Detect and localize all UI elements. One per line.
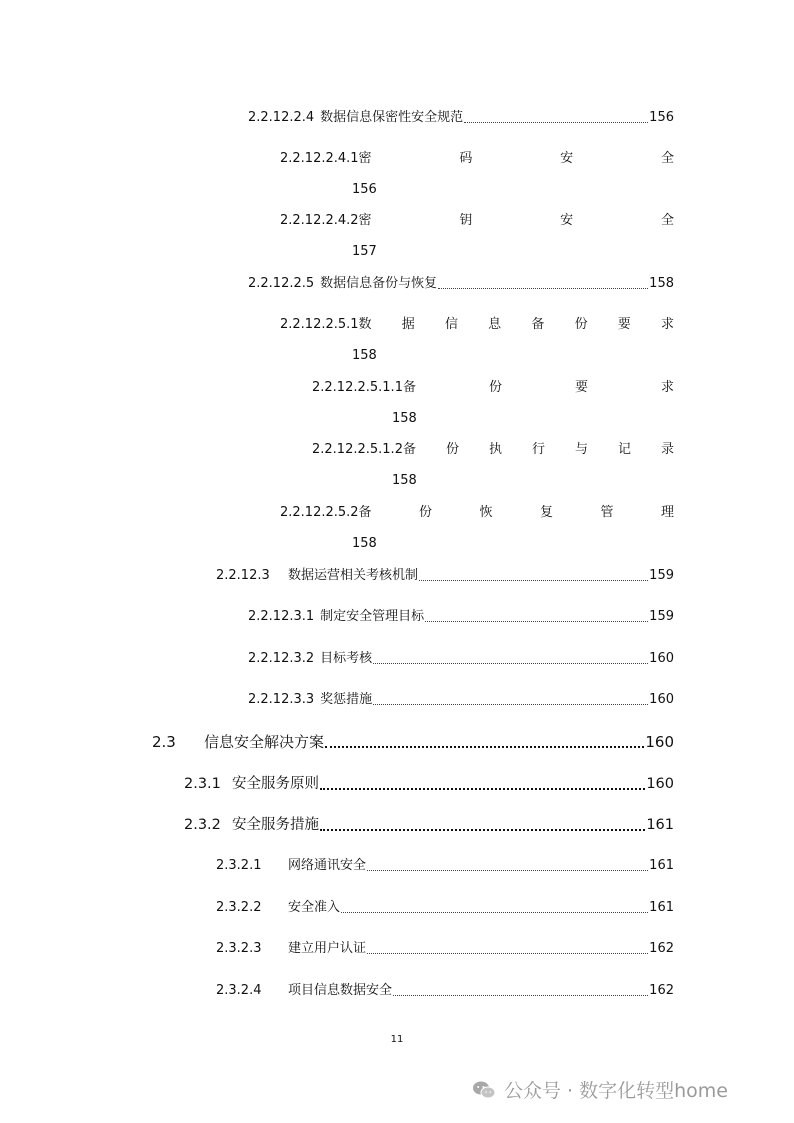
toc-entry[interactable] xyxy=(248,109,674,127)
toc-entry-page: 159 xyxy=(649,568,674,583)
toc-entry[interactable] xyxy=(216,940,674,958)
toc-entry-level3[interactable] xyxy=(184,774,674,794)
toc-entry-number: 2.2.12.3.2 xyxy=(248,651,315,666)
toc-entry-title: 数据信息保密性安全规范 xyxy=(320,110,464,125)
toc-entry-char: 钥 xyxy=(459,213,473,228)
toc-entry-title: 制定安全管理目标 xyxy=(320,609,425,624)
toc-entry-char: 管 xyxy=(600,505,614,520)
toc-entry-char: 复 xyxy=(540,505,554,520)
page-number: 11 xyxy=(390,1034,404,1045)
toc-entry-char: 份 xyxy=(419,505,433,520)
dot-leader xyxy=(373,704,648,705)
toc-entry-page: 158 xyxy=(352,348,377,363)
toc-entry-page: 161 xyxy=(649,858,674,873)
toc-entry-justified[interactable] xyxy=(280,316,674,334)
dot-leader xyxy=(367,870,648,871)
toc-entry-title: 安全服务原则 xyxy=(232,776,319,792)
toc-entry-char: 备 xyxy=(531,317,545,332)
toc-entry-page: 160 xyxy=(649,651,674,666)
toc-entry-justified[interactable] xyxy=(280,150,674,168)
toc-entry-justified[interactable] xyxy=(312,379,674,397)
dot-leader xyxy=(320,829,645,831)
toc-entry-page: 158 xyxy=(392,473,417,488)
toc-entry-title: 建立用户认证 xyxy=(288,941,367,956)
toc-entry[interactable] xyxy=(216,567,674,585)
toc-entry-title: 信息安全解决方案 xyxy=(204,733,325,751)
toc-entry-number: 2.2.12.3.1 xyxy=(248,609,315,624)
toc-entry-heading: 2.2.12.2.5.1.2备 xyxy=(312,442,416,457)
toc-entry-number: 2.3.2.4 xyxy=(216,983,262,998)
toc-entry-char: 与 xyxy=(574,442,588,457)
toc-entry-page: 161 xyxy=(646,817,674,833)
toc-entry-number: 2.2.12.3.3 xyxy=(248,692,315,707)
toc-entry-number: 2.3.1 xyxy=(184,776,221,792)
toc-entry-title: 数据运营相关考核机制 xyxy=(288,568,419,583)
toc-entry-page: 161 xyxy=(649,900,674,915)
toc-entry-number: 2.2.12.2.5 xyxy=(248,276,315,291)
toc-entry-level3[interactable] xyxy=(184,815,674,835)
dot-leader xyxy=(425,621,648,622)
toc-entry-char: 记 xyxy=(617,442,631,457)
watermark xyxy=(472,1076,728,1103)
toc-entry-page: 158 xyxy=(649,276,674,291)
toc-entry-heading: 2.2.12.2.5.1.1备 xyxy=(312,380,416,395)
toc-entry-char: 求 xyxy=(660,380,674,395)
toc-entry-level2[interactable] xyxy=(152,732,674,752)
toc-entry-title: 目标考核 xyxy=(320,651,373,666)
toc-entry-char: 信 xyxy=(444,317,458,332)
toc-entry-page: 159 xyxy=(649,609,674,624)
toc-entry-title: 安全准入 xyxy=(288,900,341,915)
toc-entry-title: 数据信息备份与恢复 xyxy=(320,276,438,291)
toc-entry-char: 据 xyxy=(401,317,415,332)
toc-entry-title: 项目信息数据安全 xyxy=(288,983,393,998)
toc-entry-number: 2.3.2.2 xyxy=(216,900,262,915)
toc-entry-char: 录 xyxy=(660,442,674,457)
toc-entry-char: 求 xyxy=(660,317,674,332)
wechat-icon xyxy=(472,1080,496,1100)
toc-entry-heading: 2.2.12.2.5.1数 xyxy=(280,317,372,332)
toc-entry-title: 安全服务措施 xyxy=(232,817,319,833)
toc-entry[interactable] xyxy=(216,899,674,917)
dot-leader xyxy=(367,953,648,954)
toc-entry-char: 恢 xyxy=(479,505,493,520)
toc-entry-char: 行 xyxy=(531,442,545,457)
watermark-text: 公众号 · 数字化转型home xyxy=(504,1080,728,1102)
dot-leader xyxy=(464,122,648,123)
toc-entry-number: 2.3.2.3 xyxy=(216,941,262,956)
toc-entry[interactable] xyxy=(248,691,674,709)
toc-entry-char: 码 xyxy=(459,151,473,166)
toc-entry[interactable] xyxy=(248,650,674,668)
toc-entry-char: 安 xyxy=(560,213,574,228)
toc-entry-char: 理 xyxy=(660,505,674,520)
toc-entry-number: 2.2.12.3 xyxy=(216,568,270,583)
toc-entry-char: 份 xyxy=(445,442,459,457)
toc-entry-page: 160 xyxy=(649,692,674,707)
toc-entry-justified[interactable] xyxy=(280,504,674,522)
toc-entry-char: 息 xyxy=(488,317,502,332)
toc-entry-char: 要 xyxy=(574,380,588,395)
toc-entry-page: 162 xyxy=(649,941,674,956)
toc-entry[interactable] xyxy=(248,608,674,626)
toc-entry-page: 156 xyxy=(352,182,377,197)
toc-entry-heading: 2.2.12.2.4.2密 xyxy=(280,213,372,228)
toc-entry-justified[interactable] xyxy=(280,212,674,230)
toc-entry-heading: 2.2.12.2.5.2备 xyxy=(280,505,372,520)
toc-entry-number: 2.3.2 xyxy=(184,817,221,833)
toc-entry-page: 162 xyxy=(649,983,674,998)
dot-leader xyxy=(419,580,648,581)
toc-entry-title: 网络通讯安全 xyxy=(288,858,367,873)
dot-leader xyxy=(320,788,645,790)
toc-entry-char: 份 xyxy=(488,380,502,395)
toc-entry-number: 2.2.12.2.4 xyxy=(248,110,315,125)
toc-entry-char: 全 xyxy=(660,213,674,228)
toc-entry-page: 158 xyxy=(392,411,417,426)
toc-entry-number: 2.3.2.1 xyxy=(216,858,262,873)
toc-entry-page: 157 xyxy=(352,244,377,259)
dot-leader xyxy=(341,912,648,913)
dot-leader xyxy=(393,995,648,996)
toc-entry-title: 奖惩措施 xyxy=(320,692,373,707)
toc-entry-char: 执 xyxy=(488,442,502,457)
toc-entry-justified[interactable] xyxy=(312,441,674,459)
dot-leader xyxy=(438,288,648,289)
toc-entry-char: 安 xyxy=(560,151,574,166)
dot-leader xyxy=(373,663,648,664)
toc-entry-number: 2.3 xyxy=(152,733,176,751)
toc-entry-page: 160 xyxy=(646,776,674,792)
toc-entry[interactable] xyxy=(216,857,674,875)
toc-entry[interactable] xyxy=(248,275,674,293)
dot-leader xyxy=(325,746,644,748)
toc-entry-page: 156 xyxy=(649,110,674,125)
toc-entry-page: 158 xyxy=(352,536,377,551)
toc-entry[interactable] xyxy=(216,982,674,1000)
toc-entry-char: 份 xyxy=(574,317,588,332)
toc-entry-heading: 2.2.12.2.4.1密 xyxy=(280,151,372,166)
toc-entry-char: 要 xyxy=(617,317,631,332)
toc-entry-page: 160 xyxy=(645,733,674,751)
toc-entry-char: 全 xyxy=(660,151,674,166)
